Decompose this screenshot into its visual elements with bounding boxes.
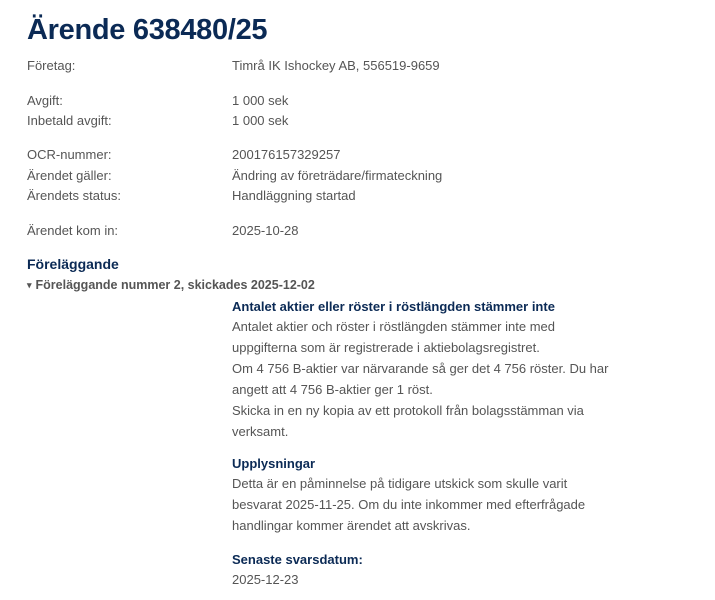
issue-block: [232, 298, 652, 442]
field-label: Ärendet kom in:: [27, 223, 119, 238]
info-line: besvarat 2025-11-25. Om du inte inkommer med efterfrågade: [232, 497, 586, 512]
info-block: [232, 455, 652, 536]
injunction-summary-toggle[interactable]: [27, 278, 315, 292]
field-label: Ärendets status:: [27, 188, 121, 203]
issue-line: Om 4 756 B-aktier var närvarande så ger det 4 756 röster. Du har: [232, 361, 609, 376]
issue-heading: Antalet aktier eller röster i röstlängden stämmer inte: [232, 299, 555, 314]
field-label: Avgift:: [27, 93, 63, 108]
field-value: Ändring av företrädare/firmateckning: [232, 168, 443, 183]
deadline-value: 2025-12-23: [232, 572, 299, 587]
field-value: 1 000 sek: [232, 93, 289, 108]
section-title: Föreläggande: [27, 256, 119, 272]
page-title: Ärende 638480/25: [27, 14, 268, 46]
info-line: Detta är en påminnelse på tidigare utskick som skulle varit: [232, 476, 568, 491]
field-label: OCR-nummer:: [27, 147, 112, 162]
field-value: 1 000 sek: [232, 113, 289, 128]
info-heading: Upplysningar: [232, 456, 316, 471]
field-value: Handläggning startad: [232, 188, 356, 203]
deadline-heading: Senaste svarsdatum:: [232, 552, 363, 567]
deadline-block: [232, 551, 652, 590]
issue-line: verksamt.: [232, 424, 289, 439]
field-value: 2025-10-28: [232, 223, 299, 238]
injunction-summary-label: Föreläggande nummer 2, skickades 2025-12-02: [35, 278, 315, 292]
issue-line: uppgifterna som är registrerade i aktiebolagsregistret.: [232, 340, 540, 355]
info-line: handlingar kommer ärendet att avskrivas.: [232, 518, 471, 533]
issue-line: angett att 4 756 B-aktier ger 1 röst.: [232, 382, 433, 397]
field-value: Timrå IK Ishockey AB, 556519-9659: [232, 58, 440, 73]
field-label: Inbetald avgift:: [27, 113, 112, 128]
triangle-down-icon: ▾: [27, 280, 32, 290]
issue-line: Skicka in en ny kopia av ett protokoll från bolagsstämman via: [232, 403, 584, 418]
field-label: Ärendet gäller:: [27, 168, 112, 183]
field-value: 200176157329257: [232, 147, 341, 162]
issue-line: Antalet aktier och röster i röstlängden stämmer inte med: [232, 319, 555, 334]
field-label: Företag:: [27, 58, 76, 73]
